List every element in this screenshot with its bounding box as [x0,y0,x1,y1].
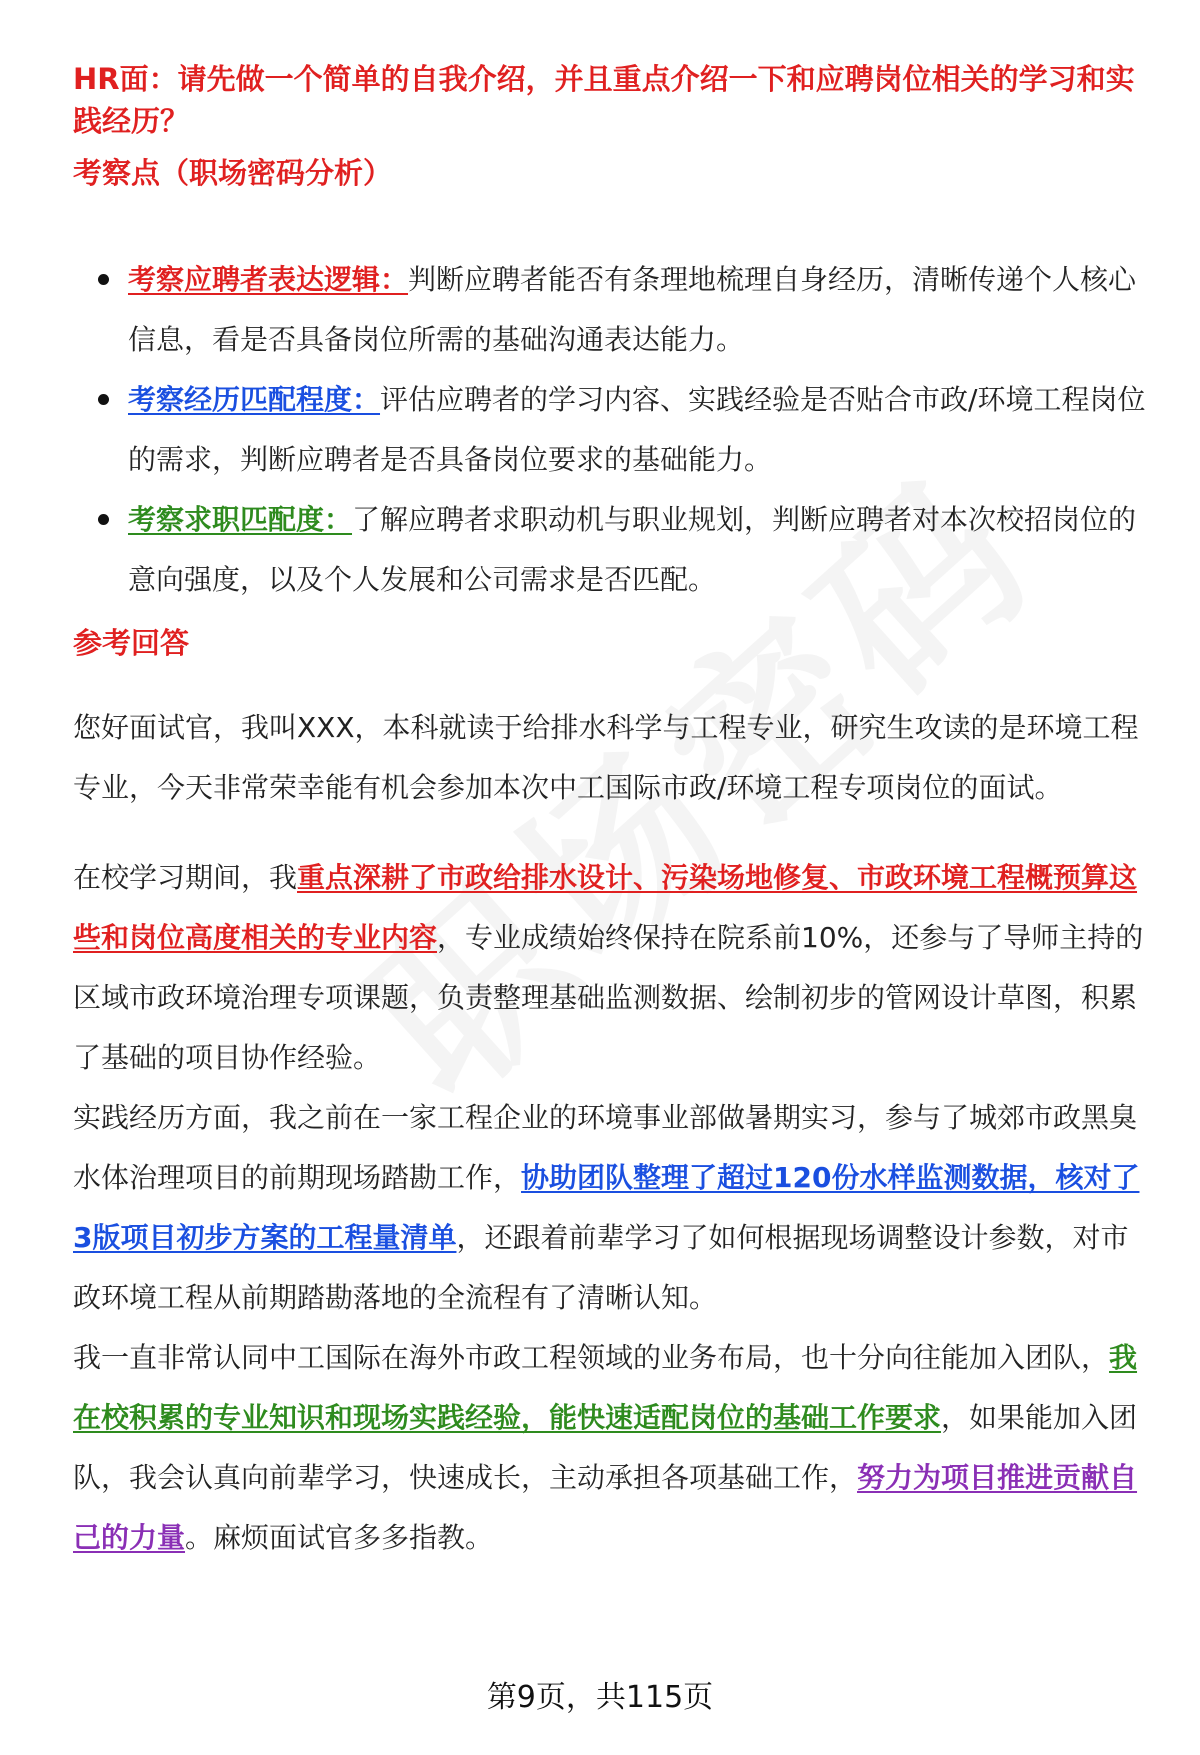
answer-body [73,698,1148,1568]
answer-paragraph [73,848,1148,1088]
question-title: HR面：请先做一个简单的自我介绍，并且重点介绍一下和应聘岗位相关的学习和实践经历？ [73,62,1135,138]
bullet-icon [98,274,109,285]
point-label: 考察应聘者表达逻辑： [128,263,409,296]
point-label: 考察求职匹配度： [128,503,353,536]
text-span: 我一直非常认同中工国际在海外市政工程领域的业务布局，也十分向往能加入团队， [73,1341,1110,1374]
answer-paragraph [73,1088,1148,1328]
text-span: ，如果能加入团队，我会认真向前辈学习，快速成长，主动承担各项基础工作， [73,1401,1138,1494]
points-list [0,250,1200,610]
point-item [0,370,1158,490]
point-item [0,490,1158,610]
bullet-icon [98,394,109,405]
highlight-text: 协助团队整理了超过120份水样监测数据，核对了3版项目初步方案的工程量清单 [73,1161,1140,1254]
text-span: 在校学习期间，我 [73,861,298,894]
points-heading: 考察点（职场密码分析） [73,156,393,190]
text-span: ，还跟着前辈学习了如何根据现场调整设计参数，对市政环境工程从前期踏勘落地的全流程有了清晰认知。 [73,1221,1129,1314]
highlight-text: 努力为项目推进贡献自己的力量 [73,1461,1138,1554]
point-item [0,250,1158,370]
page-number: 第9页，共115页 [486,1680,714,1715]
point-text: 评估应聘者的学习内容、实践经验是否贴合市政/环境工程岗位的需求，判断应聘者是否具备岗位要求的基础能力。 [128,383,1146,476]
answer-paragraph [73,1328,1148,1568]
answer-heading: 参考回答 [73,626,190,660]
text-span: ，专业成绩始终保持在院系前10%，还参与了导师主持的区域市政环境治理专项课题，负责整理基础监测数据、绘制初步的管网设计草图，积累了基础的项目协作经验。 [73,921,1144,1074]
highlight-text: 重点深耕了市政给排水设计、污染场地修复、市政环境工程概预算这些和岗位高度相关的专业内容 [73,861,1138,954]
point-label: 考察经历匹配程度： [128,383,381,416]
bullet-icon [98,514,109,525]
point-text: 判断应聘者能否有条理地梳理自身经历，清晰传递个人核心信息，看是否具备岗位所需的基础沟通表达能力。 [128,263,1137,356]
point-text: 了解应聘者求职动机与职业规划，判断应聘者对本次校招岗位的意向强度，以及个人发展和公司需求是否匹配。 [128,503,1137,596]
highlight-text: 我在校积累的专业知识和现场实践经验，能快速适配岗位的基础工作要求 [73,1341,1138,1434]
text-span: 。麻烦面试官多多指教。 [185,1521,494,1554]
answer-paragraph: 您好面试官，我叫XXX，本科就读于给排水科学与工程专业，研究生攻读的是环境工程专业，今天非常荣幸能有机会参加本次中工国际市政/环境工程专项岗位的面试。 [73,711,1139,804]
text-span: 实践经历方面，我之前在一家工程企业的环境事业部做暑期实习，参与了城郊市政黑臭水体治理项目的前期现场踏勘工作， [73,1101,1138,1194]
